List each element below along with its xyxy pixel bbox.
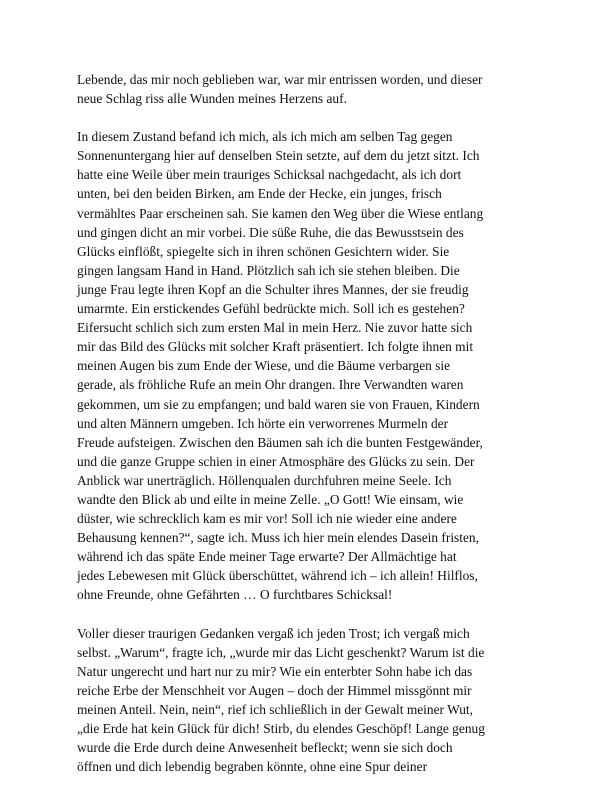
text-line: umarmte. Ein erstickendes Gefühl bedrückte mich. Soll ich es gestehen? (77, 301, 465, 317)
text-line: neue Schlag riss alle Wunden meines Herzens auf. (77, 91, 347, 107)
paragraph (77, 70, 537, 108)
text-line: meinen Anteil. Nein, nein“, rief ich schließlich in der Gewalt meiner Wut, (77, 701, 473, 717)
text-line: „die Erde hat kein Glück für dich! Stirb, du elendes Geschöpf! Lange genug (77, 721, 485, 736)
text-line: öffnen und dich lebendig begraben könnte, ohne eine Spur deiner (77, 759, 428, 775)
text-line: ohne Freunde, ohne Gefährten … O furchtbares Schicksal! (77, 587, 393, 603)
text-line: und alten Männern umgeben. Ich hörte ein verworrenes Murmeln der (77, 415, 449, 431)
body-text (77, 70, 537, 795)
text-line: und die ganze Gruppe schien in einer Atmosphäre des Glücks zu sein. Der (77, 453, 475, 469)
text-line: während ich das späte Ende meiner Tage erwarte? Der Allmächtige hat (77, 549, 457, 565)
text-line: Anblick war unerträglich. Höllenqualen durchfuhren meine Seele. Ich (77, 472, 452, 488)
text-line: Glücks einflößt, spiegelte sich in ihren schönen Gesichtern wider. Sie (77, 243, 450, 259)
text-line: wandte den Blick ab und eilte in meine Zelle. „O Gott! Wie einsam, wie (77, 491, 464, 507)
text-line: selbst. „Warum“, fragte ich, „wurde mir das Licht geschenkt? Warum ist die (77, 644, 485, 660)
text-line: Eifersucht schlich sich zum ersten Mal in mein Herz. Nie zuvor hatte sich (77, 320, 473, 336)
text-line: und gingen dicht an mir vorbei. Die süße Ruhe, die das Bewusstsein des (77, 224, 464, 240)
text-line: reiche Erbe der Menschheit vor Augen – doch der Himmel missgönnt mir (77, 682, 472, 698)
text-line: düster, wie schrecklich kam es mir vor! Soll ich nie wieder eine andere (77, 511, 457, 527)
text-line: mir das Bild des Glücks mit solcher Kraft präsentiert. Ich folgte ihnen mit (77, 339, 474, 355)
text-line: Lebende, das mir noch geblieben war, war mir entrissen worden, und dieser (77, 72, 483, 87)
paragraph (77, 624, 537, 777)
text-line: Sonnenuntergang hier auf denselben Stein setzte, auf dem du jetzt sitzt. Ich (77, 148, 480, 164)
text-line: gekommen, um sie zu empfangen; und bald waren sie von Frauen, Kindern (77, 396, 480, 412)
text-line: In diesem Zustand befand ich mich, als ich mich am selben Tag gegen (77, 129, 453, 145)
text-line: junge Frau legte ihren Kopf an die Schulter ihres Mannes, der sie freudig (77, 281, 469, 297)
text-line: vermähltes Paar erscheinen sah. Sie kamen den Weg über die Wiese entlang (77, 205, 484, 221)
text-line: hatte eine Weile über mein trauriges Schicksal nachgedacht, als ich dort (77, 167, 462, 183)
text-line: meinen Augen bis zum Ende der Wiese, und die Bäume verbargen sie (77, 358, 451, 374)
text-line: jedes Lebewesen mit Glück überschüttet, während ich – ich allein! Hilflos, (77, 568, 478, 584)
text-line: wurde die Erde durch deine Anwesenheit befleckt; wenn sie sich doch (77, 740, 453, 756)
paragraph (77, 127, 537, 604)
text-line: gerade, als fröhliche Rufe an mein Ohr drangen. Ihre Verwandten waren (77, 377, 464, 393)
text-line: Behausung kennen?“, sagte ich. Muss ich hier mein elendes Dasein fristen, (77, 530, 479, 546)
text-line: Voller dieser traurigen Gedanken vergaß ich jeden Trost; ich vergaß mich (77, 625, 470, 641)
text-line: gingen langsam Hand in Hand. Plötzlich sah ich sie stehen bleiben. Die (77, 262, 460, 278)
text-line: unten, bei den beiden Birken, am Ende der Hecke, ein junges, frisch (77, 186, 442, 202)
text-line: Freude aufsteigen. Zwischen den Bäumen sah ich die bunten Festgewänder, (77, 434, 483, 450)
text-line: Natur ungerecht und hart nur zu mir? Wie ein enterbter Sohn habe ich das (77, 663, 473, 679)
